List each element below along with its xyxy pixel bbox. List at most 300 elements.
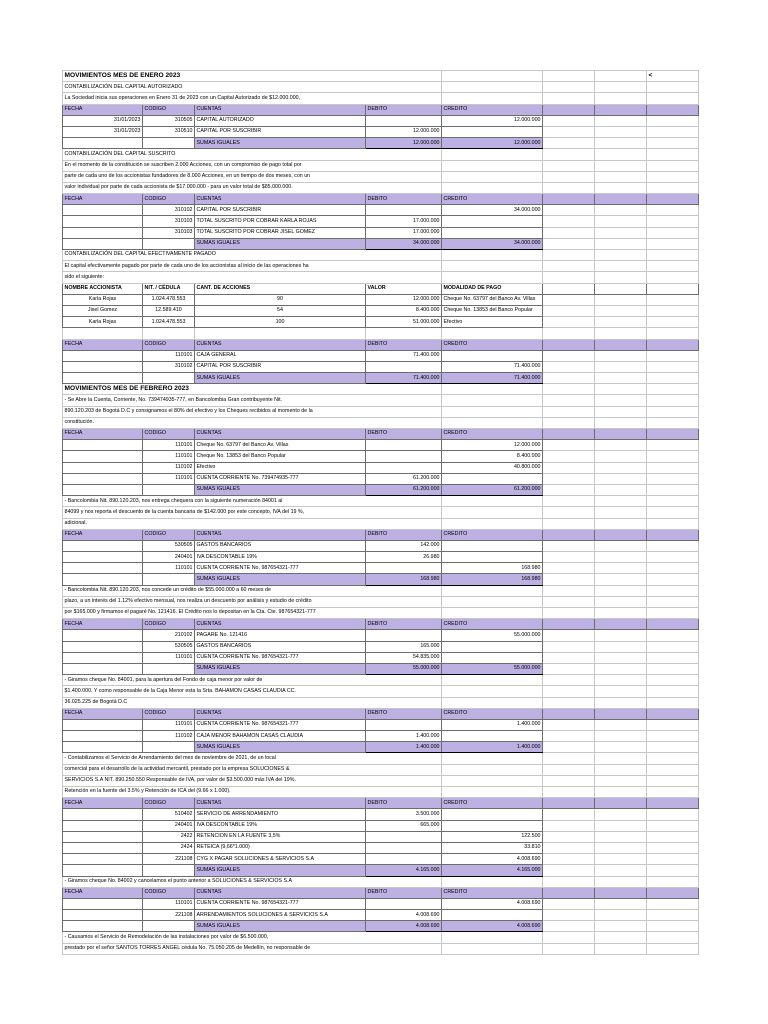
- empty-cell[interactable]: [543, 171, 595, 182]
- payment-method[interactable]: Efectivo: [442, 317, 543, 328]
- entry-debit[interactable]: 1.400.000: [366, 731, 442, 742]
- entry-account[interactable]: Cheque No. 13853 del Banco Popular: [195, 451, 366, 462]
- entry-code[interactable]: 510402: [143, 809, 195, 820]
- entry-account[interactable]: CAPITAL AUTORIZADO: [195, 115, 366, 126]
- entry-code[interactable]: 310102: [143, 205, 195, 216]
- empty-cell[interactable]: [595, 798, 647, 809]
- empty-cell[interactable]: [595, 294, 647, 305]
- empty-cell[interactable]: [63, 484, 143, 495]
- header-debito[interactable]: DEBITO: [366, 529, 442, 540]
- description-text[interactable]: parte de cada uno de los accionistas fundadores de 8.000 Acciones, en un tiempo de dos meses, con un: [63, 171, 442, 182]
- empty-cell[interactable]: [647, 731, 699, 742]
- header-debito[interactable]: DEBITO: [366, 619, 442, 630]
- entry-account[interactable]: SERVICIO DE ARRENDAMIENTO: [195, 809, 366, 820]
- empty-cell[interactable]: [442, 596, 543, 607]
- entry-debit[interactable]: [366, 451, 442, 462]
- entry-code[interactable]: 240401: [143, 552, 195, 563]
- empty-cell[interactable]: [595, 227, 647, 238]
- empty-cell[interactable]: [543, 809, 595, 820]
- entry-credit[interactable]: [442, 910, 543, 921]
- empty-cell[interactable]: [595, 731, 647, 742]
- empty-cell[interactable]: [595, 753, 647, 764]
- empty-cell[interactable]: [442, 160, 543, 171]
- entry-debit[interactable]: [366, 854, 442, 865]
- entry-debit[interactable]: 54.835.000: [366, 652, 442, 663]
- empty-cell[interactable]: [143, 742, 195, 753]
- entry-date[interactable]: [63, 831, 143, 842]
- empty-cell[interactable]: [595, 171, 647, 182]
- description-text[interactable]: - Giramos cheque No. 84002 y cancelamos el punto anterior a SOLUCIONES & SERVICIOS S.A: [63, 876, 442, 887]
- empty-cell[interactable]: [595, 104, 647, 115]
- entry-code[interactable]: 221108: [143, 854, 195, 865]
- shareholder-id[interactable]: 1.024.478.553: [143, 294, 195, 305]
- empty-cell[interactable]: [543, 115, 595, 126]
- empty-cell[interactable]: [543, 138, 595, 149]
- entry-account[interactable]: CAPITAL POR SUSCRIBIR: [195, 126, 366, 137]
- entry-debit[interactable]: [366, 831, 442, 842]
- empty-cell[interactable]: [647, 652, 699, 663]
- empty-cell[interactable]: [595, 238, 647, 249]
- entry-account[interactable]: IVA DESCONTABLE 19%: [195, 552, 366, 563]
- header-debito[interactable]: DEBITO: [366, 339, 442, 350]
- empty-cell[interactable]: [595, 775, 647, 786]
- description-text[interactable]: En el momento de la constitución se suscriben 2.000 Acciones, con un compromiso de pago total por: [63, 160, 442, 171]
- empty-cell[interactable]: [595, 283, 647, 294]
- empty-cell[interactable]: [442, 395, 543, 406]
- empty-cell[interactable]: [63, 865, 143, 876]
- empty-cell[interactable]: [647, 585, 699, 596]
- entry-debit[interactable]: [366, 115, 442, 126]
- header-credito[interactable]: CREDITO: [442, 104, 543, 115]
- empty-cell[interactable]: [442, 182, 543, 193]
- col-cant-acciones[interactable]: CANT. DE ACCIONES: [195, 283, 366, 294]
- empty-cell[interactable]: [543, 160, 595, 171]
- empty-cell[interactable]: [595, 462, 647, 473]
- empty-cell[interactable]: [543, 440, 595, 451]
- entry-credit[interactable]: [442, 641, 543, 652]
- sums-label[interactable]: SUMAS IGUALES: [195, 238, 366, 249]
- empty-cell[interactable]: [595, 574, 647, 585]
- empty-cell[interactable]: [595, 619, 647, 630]
- entry-debit[interactable]: [366, 630, 442, 641]
- empty-cell[interactable]: [647, 194, 699, 205]
- entry-credit[interactable]: [442, 473, 543, 484]
- empty-cell[interactable]: [647, 227, 699, 238]
- entry-code[interactable]: 310510: [143, 126, 195, 137]
- empty-cell[interactable]: [63, 238, 143, 249]
- empty-cell[interactable]: [543, 865, 595, 876]
- entry-date[interactable]: [63, 809, 143, 820]
- empty-cell[interactable]: [595, 742, 647, 753]
- description-text[interactable]: $1.400.000. Y como responsable de la Caja Menor esta la Srta. BAHAMON CASAS CLAUDIA CC.: [63, 686, 442, 697]
- empty-cell[interactable]: [543, 361, 595, 372]
- empty-cell[interactable]: [647, 887, 699, 898]
- empty-cell[interactable]: [647, 484, 699, 495]
- entry-code[interactable]: 110101: [143, 473, 195, 484]
- entry-account[interactable]: CUENTA CORRIENTE No. 987654321-777: [195, 652, 366, 663]
- empty-cell[interactable]: [543, 182, 595, 193]
- sum-credit[interactable]: 61.200.000: [442, 484, 543, 495]
- empty-cell[interactable]: [647, 384, 699, 395]
- entry-code[interactable]: 110101: [143, 719, 195, 730]
- header-debito[interactable]: DEBITO: [366, 104, 442, 115]
- entry-code[interactable]: 2422: [143, 831, 195, 842]
- empty-cell[interactable]: [647, 943, 699, 954]
- empty-cell[interactable]: [595, 787, 647, 798]
- entry-debit[interactable]: 165.000: [366, 641, 442, 652]
- empty-cell[interactable]: [143, 238, 195, 249]
- empty-cell[interactable]: [595, 406, 647, 417]
- entry-debit[interactable]: [366, 462, 442, 473]
- header-debito[interactable]: DEBITO: [366, 798, 442, 809]
- empty-cell[interactable]: [442, 71, 543, 82]
- entry-account[interactable]: CAPITAL POR SUSCRIBIR: [195, 205, 366, 216]
- empty-cell[interactable]: [143, 484, 195, 495]
- empty-cell[interactable]: [543, 104, 595, 115]
- empty-cell[interactable]: [543, 831, 595, 842]
- empty-cell[interactable]: [543, 596, 595, 607]
- empty-cell[interactable]: [543, 787, 595, 798]
- description-text[interactable]: constitución.: [63, 417, 442, 428]
- entry-code[interactable]: 530505: [143, 641, 195, 652]
- header-credito[interactable]: CREDITO: [442, 429, 543, 440]
- empty-cell[interactable]: [543, 484, 595, 495]
- empty-cell[interactable]: [543, 630, 595, 641]
- entry-account[interactable]: Efectivo: [195, 462, 366, 473]
- description-text[interactable]: plazo, a un interés del 1.12% efectivo mensual, nos realiza un descuento por análisis y estudio de crédito: [63, 596, 442, 607]
- empty-cell[interactable]: [543, 227, 595, 238]
- empty-cell[interactable]: [647, 339, 699, 350]
- entry-account[interactable]: IVA DESCONTABLE 19%: [195, 820, 366, 831]
- header-credito[interactable]: CREDITO: [442, 798, 543, 809]
- empty-cell[interactable]: [595, 440, 647, 451]
- empty-cell[interactable]: [543, 238, 595, 249]
- sums-label[interactable]: SUMAS IGUALES: [195, 373, 366, 384]
- empty-cell[interactable]: [543, 272, 595, 283]
- header-fecha[interactable]: FECHA: [63, 887, 143, 898]
- entry-code[interactable]: 110101: [143, 440, 195, 451]
- entry-debit[interactable]: [366, 898, 442, 909]
- entry-code[interactable]: 2424: [143, 842, 195, 853]
- empty-cell[interactable]: [63, 138, 143, 149]
- empty-cell[interactable]: [543, 775, 595, 786]
- empty-cell[interactable]: [543, 496, 595, 507]
- entry-credit[interactable]: [442, 540, 543, 551]
- empty-cell[interactable]: [543, 305, 595, 316]
- empty-cell[interactable]: [595, 126, 647, 137]
- share-value[interactable]: 8.400.000: [366, 305, 442, 316]
- entry-account[interactable]: CUENTA CORRIENTE No. 987654321-777: [195, 563, 366, 574]
- empty-cell[interactable]: [595, 708, 647, 719]
- header-cuentas[interactable]: CUENTAS: [195, 104, 366, 115]
- empty-cell[interactable]: [543, 574, 595, 585]
- empty-cell[interactable]: [543, 71, 595, 82]
- empty-cell[interactable]: [647, 250, 699, 261]
- sum-credit[interactable]: 1.400.000: [442, 742, 543, 753]
- empty-cell[interactable]: [442, 417, 543, 428]
- header-codigo[interactable]: CODIGO: [143, 529, 195, 540]
- empty-cell[interactable]: [543, 563, 595, 574]
- empty-cell[interactable]: [63, 574, 143, 585]
- description-text[interactable]: adicional.: [63, 518, 442, 529]
- header-credito[interactable]: CREDITO: [442, 339, 543, 350]
- empty-cell[interactable]: [647, 182, 699, 193]
- shareholder-name[interactable]: Karla Rojas: [63, 317, 143, 328]
- empty-cell[interactable]: [647, 876, 699, 887]
- empty-cell[interactable]: [647, 160, 699, 171]
- entry-account[interactable]: PAGARE No. 121416: [195, 630, 366, 641]
- header-cuentas[interactable]: CUENTAS: [195, 429, 366, 440]
- empty-cell[interactable]: [442, 149, 543, 160]
- empty-cell[interactable]: [647, 820, 699, 831]
- empty-cell[interactable]: [647, 842, 699, 853]
- empty-cell[interactable]: [543, 854, 595, 865]
- description-text[interactable]: CONTABILIZACIÓN DEL CAPITAL AUTORIZADO: [63, 82, 442, 93]
- empty-cell[interactable]: [543, 384, 595, 395]
- description-text[interactable]: 36.025.225 de Bogotá D.C: [63, 697, 442, 708]
- empty-cell[interactable]: [543, 126, 595, 137]
- empty-cell[interactable]: [543, 93, 595, 104]
- empty-cell[interactable]: [647, 205, 699, 216]
- sums-label[interactable]: SUMAS IGUALES: [195, 138, 366, 149]
- empty-cell[interactable]: [543, 529, 595, 540]
- empty-cell[interactable]: [543, 619, 595, 630]
- entry-date[interactable]: [63, 854, 143, 865]
- description-text[interactable]: - Contabilizamos el Servicio de Arrendamiento del mes de noviembre de 2021, de un local: [63, 753, 442, 764]
- empty-cell[interactable]: [595, 842, 647, 853]
- entry-credit[interactable]: 71.400.000: [442, 361, 543, 372]
- empty-cell[interactable]: [543, 250, 595, 261]
- description-text[interactable]: Retención en la fuente del 3.5% y Retención de ICA del (9.66 x 1.000).: [63, 787, 442, 798]
- col-nit-cedula[interactable]: NIT. / CÉDULA: [143, 283, 195, 294]
- description-text[interactable]: - Causamos el Servicio de Remodelación de las instalaciones por valor de $6.500.000,: [63, 932, 442, 943]
- empty-cell[interactable]: [442, 787, 543, 798]
- empty-cell[interactable]: [647, 775, 699, 786]
- empty-cell[interactable]: [595, 831, 647, 842]
- empty-cell[interactable]: [595, 473, 647, 484]
- empty-cell[interactable]: [595, 417, 647, 428]
- header-codigo[interactable]: CODIGO: [143, 708, 195, 719]
- entry-code[interactable]: 110101: [143, 563, 195, 574]
- empty-cell[interactable]: [647, 809, 699, 820]
- entry-date[interactable]: [63, 842, 143, 853]
- empty-cell[interactable]: [543, 921, 595, 932]
- entry-date[interactable]: [63, 361, 143, 372]
- empty-cell[interactable]: [647, 317, 699, 328]
- empty-cell[interactable]: [595, 585, 647, 596]
- empty-cell[interactable]: [442, 753, 543, 764]
- empty-cell[interactable]: [647, 104, 699, 115]
- empty-cell[interactable]: [595, 71, 647, 82]
- entry-credit[interactable]: 33.810: [442, 842, 543, 853]
- empty-cell[interactable]: [595, 216, 647, 227]
- sums-label[interactable]: SUMAS IGUALES: [195, 663, 366, 674]
- empty-cell[interactable]: [647, 764, 699, 775]
- entry-account[interactable]: CAJA GENERAL: [195, 350, 366, 361]
- header-debito[interactable]: DEBITO: [366, 429, 442, 440]
- sums-label[interactable]: SUMAS IGUALES: [195, 921, 366, 932]
- empty-cell[interactable]: [442, 406, 543, 417]
- empty-cell[interactable]: [543, 910, 595, 921]
- description-text[interactable]: SERVICIOS S.A NIT. 890.250.550 Responsable de IVA, por valor de $3.500.000 más IVA del 19%.: [63, 775, 442, 786]
- entry-account[interactable]: CAJA MENOR BAHAMON CASAS CLAUDIA: [195, 731, 366, 742]
- empty-cell[interactable]: [595, 719, 647, 730]
- entry-date[interactable]: [63, 820, 143, 831]
- empty-cell[interactable]: [647, 373, 699, 384]
- entry-date[interactable]: [63, 719, 143, 730]
- empty-cell[interactable]: [442, 585, 543, 596]
- sum-debit[interactable]: 55.000.000: [366, 663, 442, 674]
- entry-date[interactable]: [63, 641, 143, 652]
- entry-account[interactable]: Cheque No. 63797 del Banco Av. Villas: [195, 440, 366, 451]
- empty-cell[interactable]: [543, 194, 595, 205]
- empty-cell[interactable]: [647, 417, 699, 428]
- entry-credit[interactable]: [442, 809, 543, 820]
- empty-cell[interactable]: [647, 440, 699, 451]
- empty-cell[interactable]: [647, 272, 699, 283]
- empty-cell[interactable]: [595, 540, 647, 551]
- empty-cell[interactable]: [595, 395, 647, 406]
- empty-cell[interactable]: [63, 328, 143, 339]
- entry-date[interactable]: [63, 731, 143, 742]
- header-cuentas[interactable]: CUENTAS: [195, 339, 366, 350]
- empty-cell[interactable]: [543, 753, 595, 764]
- header-debito[interactable]: DEBITO: [366, 194, 442, 205]
- empty-cell[interactable]: [595, 160, 647, 171]
- empty-cell[interactable]: [595, 921, 647, 932]
- empty-cell[interactable]: [543, 261, 595, 272]
- empty-cell[interactable]: [647, 429, 699, 440]
- header-fecha[interactable]: FECHA: [63, 429, 143, 440]
- empty-cell[interactable]: [442, 608, 543, 619]
- empty-cell[interactable]: [647, 552, 699, 563]
- empty-cell[interactable]: [543, 943, 595, 954]
- payment-method[interactable]: Cheque No. 63797 del Banco Av. Villas: [442, 294, 543, 305]
- empty-cell[interactable]: [543, 328, 595, 339]
- empty-cell[interactable]: [595, 82, 647, 93]
- empty-cell[interactable]: [647, 574, 699, 585]
- empty-cell[interactable]: [647, 328, 699, 339]
- sum-credit[interactable]: 12.000.000: [442, 138, 543, 149]
- description-text[interactable]: prestado por el señor SANTOS TORRES ANGEL cédula No. 75.050.205 de Medellín, no responsable de: [63, 943, 442, 954]
- empty-cell[interactable]: [442, 82, 543, 93]
- sums-label[interactable]: SUMAS IGUALES: [195, 742, 366, 753]
- header-codigo[interactable]: CODIGO: [143, 194, 195, 205]
- empty-cell[interactable]: [647, 686, 699, 697]
- empty-cell[interactable]: [63, 921, 143, 932]
- empty-cell[interactable]: [647, 149, 699, 160]
- entry-code[interactable]: 210102: [143, 630, 195, 641]
- empty-cell[interactable]: [595, 250, 647, 261]
- payment-method[interactable]: Cheque No. 13853 del Banco Popular: [442, 305, 543, 316]
- entry-debit[interactable]: 61.200.000: [366, 473, 442, 484]
- entry-code[interactable]: 310103: [143, 227, 195, 238]
- empty-cell[interactable]: [647, 238, 699, 249]
- header-credito[interactable]: CREDITO: [442, 619, 543, 630]
- empty-cell[interactable]: [543, 820, 595, 831]
- entry-credit[interactable]: [442, 216, 543, 227]
- empty-cell[interactable]: [143, 138, 195, 149]
- empty-cell[interactable]: [543, 395, 595, 406]
- entry-account[interactable]: RETENCION EN LA FUENTE 3,5%: [195, 831, 366, 842]
- empty-cell[interactable]: [543, 317, 595, 328]
- empty-cell[interactable]: [143, 663, 195, 674]
- empty-cell[interactable]: [543, 708, 595, 719]
- empty-cell[interactable]: [595, 686, 647, 697]
- empty-cell[interactable]: [595, 138, 647, 149]
- empty-cell[interactable]: [442, 686, 543, 697]
- empty-cell[interactable]: [647, 518, 699, 529]
- empty-cell[interactable]: [442, 876, 543, 887]
- empty-cell[interactable]: [595, 898, 647, 909]
- sum-debit[interactable]: 1.400.000: [366, 742, 442, 753]
- entry-credit[interactable]: 1.400.000: [442, 719, 543, 730]
- empty-cell[interactable]: [647, 708, 699, 719]
- entry-date[interactable]: [63, 563, 143, 574]
- entry-code[interactable]: 310103: [143, 216, 195, 227]
- entry-code[interactable]: 110101: [143, 350, 195, 361]
- entry-account[interactable]: TOTAL SUSCRITO POR COBRAR JISEL GOMEZ: [195, 227, 366, 238]
- empty-cell[interactable]: [543, 876, 595, 887]
- empty-cell[interactable]: [543, 641, 595, 652]
- empty-cell[interactable]: [543, 417, 595, 428]
- empty-cell[interactable]: [647, 831, 699, 842]
- empty-cell[interactable]: [595, 149, 647, 160]
- entry-credit[interactable]: 55.000.000: [442, 630, 543, 641]
- empty-cell[interactable]: [442, 272, 543, 283]
- sum-debit[interactable]: 168.980: [366, 574, 442, 585]
- empty-cell[interactable]: [595, 529, 647, 540]
- empty-cell[interactable]: [543, 373, 595, 384]
- entry-debit[interactable]: [366, 440, 442, 451]
- empty-cell[interactable]: [442, 93, 543, 104]
- empty-cell[interactable]: [63, 663, 143, 674]
- entry-debit[interactable]: 17.000.000: [366, 216, 442, 227]
- entry-date[interactable]: [63, 552, 143, 563]
- entry-code[interactable]: 110101: [143, 652, 195, 663]
- empty-cell[interactable]: [647, 294, 699, 305]
- empty-cell[interactable]: [647, 608, 699, 619]
- header-credito[interactable]: CREDITO: [442, 194, 543, 205]
- empty-cell[interactable]: [543, 451, 595, 462]
- header-cuentas[interactable]: CUENTAS: [195, 194, 366, 205]
- empty-cell[interactable]: [543, 731, 595, 742]
- entry-account[interactable]: CUENTA CORRIENTE No. 987654321-777: [195, 898, 366, 909]
- empty-cell[interactable]: [595, 809, 647, 820]
- empty-cell[interactable]: [595, 339, 647, 350]
- empty-cell[interactable]: [595, 865, 647, 876]
- empty-cell[interactable]: [595, 630, 647, 641]
- empty-cell[interactable]: [543, 798, 595, 809]
- sum-credit[interactable]: 4.165.000: [442, 865, 543, 876]
- empty-cell[interactable]: [647, 641, 699, 652]
- description-text[interactable]: CONTABILIZACIÓN DEL CAPITAL EFECTIVAMENTE PAGADO: [63, 250, 442, 261]
- empty-cell[interactable]: [647, 171, 699, 182]
- description-text[interactable]: La Sociedad inicia sus operaciones en Enero 31 de 2023 con un Capital Autorizado de $12.000.000,: [63, 93, 442, 104]
- empty-cell[interactable]: [442, 775, 543, 786]
- empty-cell[interactable]: [595, 652, 647, 663]
- empty-cell[interactable]: [647, 663, 699, 674]
- empty-cell[interactable]: [647, 261, 699, 272]
- empty-cell[interactable]: [647, 563, 699, 574]
- entry-credit[interactable]: [442, 552, 543, 563]
- empty-cell[interactable]: [442, 507, 543, 518]
- entry-credit[interactable]: 34.000.000: [442, 205, 543, 216]
- empty-cell[interactable]: [647, 898, 699, 909]
- sum-credit[interactable]: 34.000.000: [442, 238, 543, 249]
- entry-account[interactable]: CUENTA CORRIENTE No. 739474935-777: [195, 473, 366, 484]
- empty-cell[interactable]: [595, 697, 647, 708]
